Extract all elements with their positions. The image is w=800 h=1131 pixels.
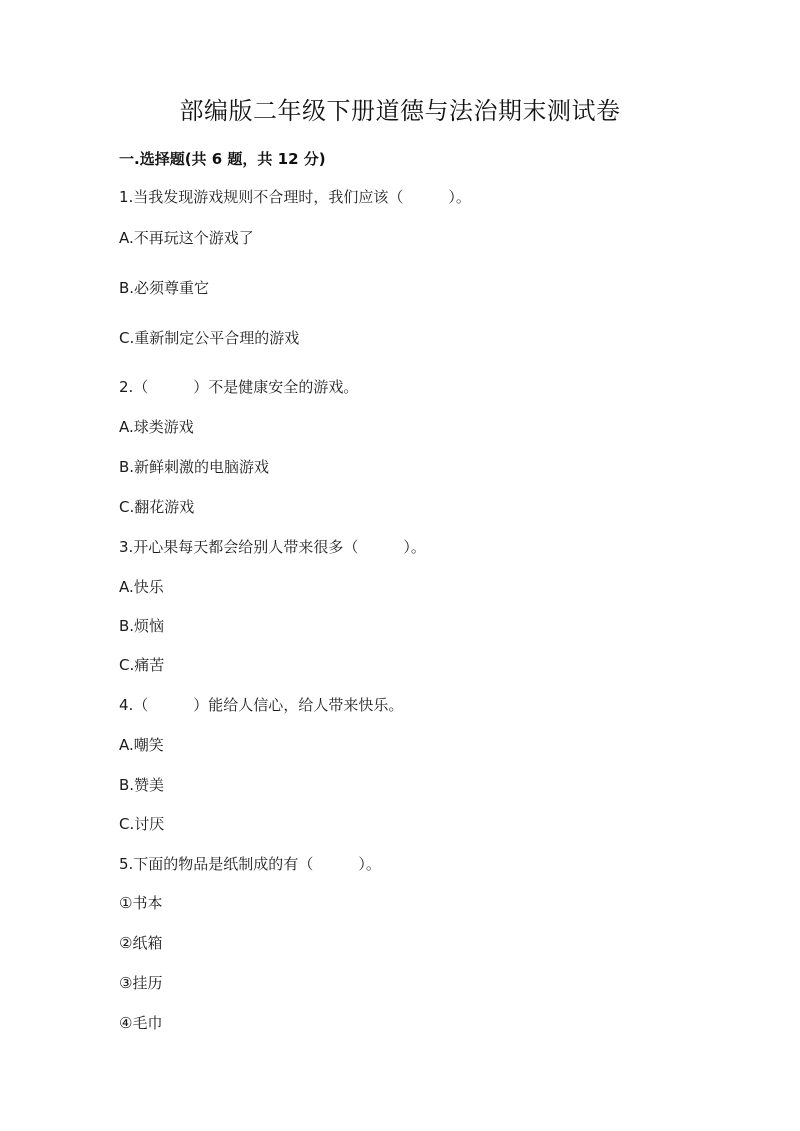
question-stem-1: 1.当我发现游戏规则不合理时，我们应该（ ）。	[119, 188, 471, 206]
question-3-option-c: C.痛苦	[119, 656, 165, 674]
question-3-option-a: A.快乐	[119, 578, 164, 596]
question-5-option-4: ④毛巾	[119, 1014, 163, 1032]
question-stem-5: 5.下面的物品是纸制成的有（ ）。	[119, 855, 381, 873]
section-heading: 一.选择题(共 6 题，共 12 分)	[119, 150, 326, 168]
question-stem-4: 4.（ ）能给人信心，给人带来快乐。	[119, 696, 404, 714]
question-5-option-2: ②纸箱	[119, 934, 163, 952]
document-title: 部编版二年级下册道德与法治期末测试卷	[179, 97, 621, 125]
question-3-option-b: B.烦恼	[119, 617, 165, 635]
question-1-option-a: A.不再玩这个游戏了	[119, 229, 254, 247]
question-5-option-1: ①书本	[119, 894, 163, 912]
question-4-option-c: C.讨厌	[119, 815, 165, 833]
question-2-option-b: B.新鲜刺激的电脑游戏	[119, 458, 270, 476]
question-1-option-b: B.必须尊重它	[119, 279, 210, 297]
question-2-option-c: C.翻花游戏	[119, 498, 195, 516]
question-5-option-3: ③挂历	[119, 974, 163, 992]
question-4-option-a: A.嘲笑	[119, 736, 164, 754]
question-4-option-b: B.赞美	[119, 776, 165, 794]
question-stem-2: 2.（ ）不是健康安全的游戏。	[119, 378, 359, 396]
question-stem-3: 3.开心果每天都会给别人带来很多（ ）。	[119, 538, 426, 556]
question-2-option-a: A.球类游戏	[119, 418, 194, 436]
question-1-option-c: C.重新制定公平合理的游戏	[119, 329, 300, 347]
